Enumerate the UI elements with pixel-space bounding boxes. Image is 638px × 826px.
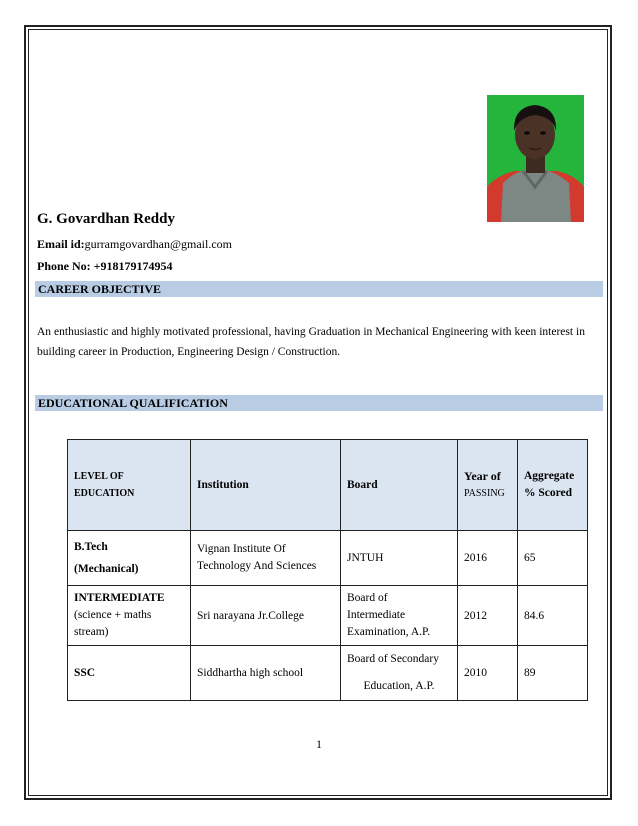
educational-qualification-heading: EDUCATIONAL QUALIFICATION bbox=[35, 395, 603, 411]
email-line bbox=[37, 237, 232, 252]
row-btech-board: JNTUH bbox=[341, 531, 458, 586]
header-aggregate: Aggregate % Scored bbox=[518, 440, 588, 531]
row-ssc-aggregate: 89 bbox=[518, 646, 588, 701]
email-value: gurramgovardhan@gmail.com bbox=[84, 237, 233, 251]
education-table bbox=[67, 439, 588, 701]
header-year: Year of PASSING bbox=[458, 440, 518, 531]
row-intermediate-aggregate: 84.6 bbox=[518, 586, 588, 646]
row-intermediate-institution: Sri narayana Jr.College bbox=[191, 586, 341, 646]
table-header-row bbox=[68, 440, 588, 531]
profile-photo-image bbox=[487, 95, 584, 222]
email-label: Email id: bbox=[37, 237, 85, 251]
row-btech-institution: Vignan Institute Of Technology And Sciences bbox=[191, 531, 341, 586]
header-institution: Institution bbox=[191, 440, 341, 531]
row-intermediate-year: 2012 bbox=[458, 586, 518, 646]
row-ssc-level: SSC bbox=[68, 646, 191, 701]
career-objective-heading: CAREER OBJECTIVE bbox=[35, 281, 603, 297]
candidate-name: G. Govardhan Reddy bbox=[37, 211, 175, 227]
row-ssc-year: 2010 bbox=[458, 646, 518, 701]
row-btech-aggregate: 65 bbox=[518, 531, 588, 586]
table-row bbox=[68, 646, 588, 701]
row-ssc-board: Board of Secondary Education, A.P. bbox=[341, 646, 458, 701]
row-intermediate-level: INTERMEDIATE (science + maths stream) bbox=[68, 586, 191, 646]
page-number: 1 bbox=[316, 737, 322, 751]
table-row bbox=[68, 531, 588, 586]
header-board: Board bbox=[341, 440, 458, 531]
header-level: LEVEL OF EDUCATION bbox=[68, 440, 191, 531]
row-intermediate-board: Board of Intermediate Examination, A.P. bbox=[341, 586, 458, 646]
table-row bbox=[68, 586, 588, 646]
phone-line: Phone No: +918179174954 bbox=[37, 259, 173, 273]
profile-photo bbox=[487, 95, 584, 222]
row-btech-level: B.Tech (Mechanical) bbox=[68, 531, 191, 586]
career-objective-text: An enthusiastic and highly motivated professional, having Graduation in Mechanical Engineering with keen interest in building career in Production, Engineering Design / Construction. bbox=[37, 326, 585, 358]
row-btech-year: 2016 bbox=[458, 531, 518, 586]
row-ssc-institution: Siddhartha high school bbox=[191, 646, 341, 701]
